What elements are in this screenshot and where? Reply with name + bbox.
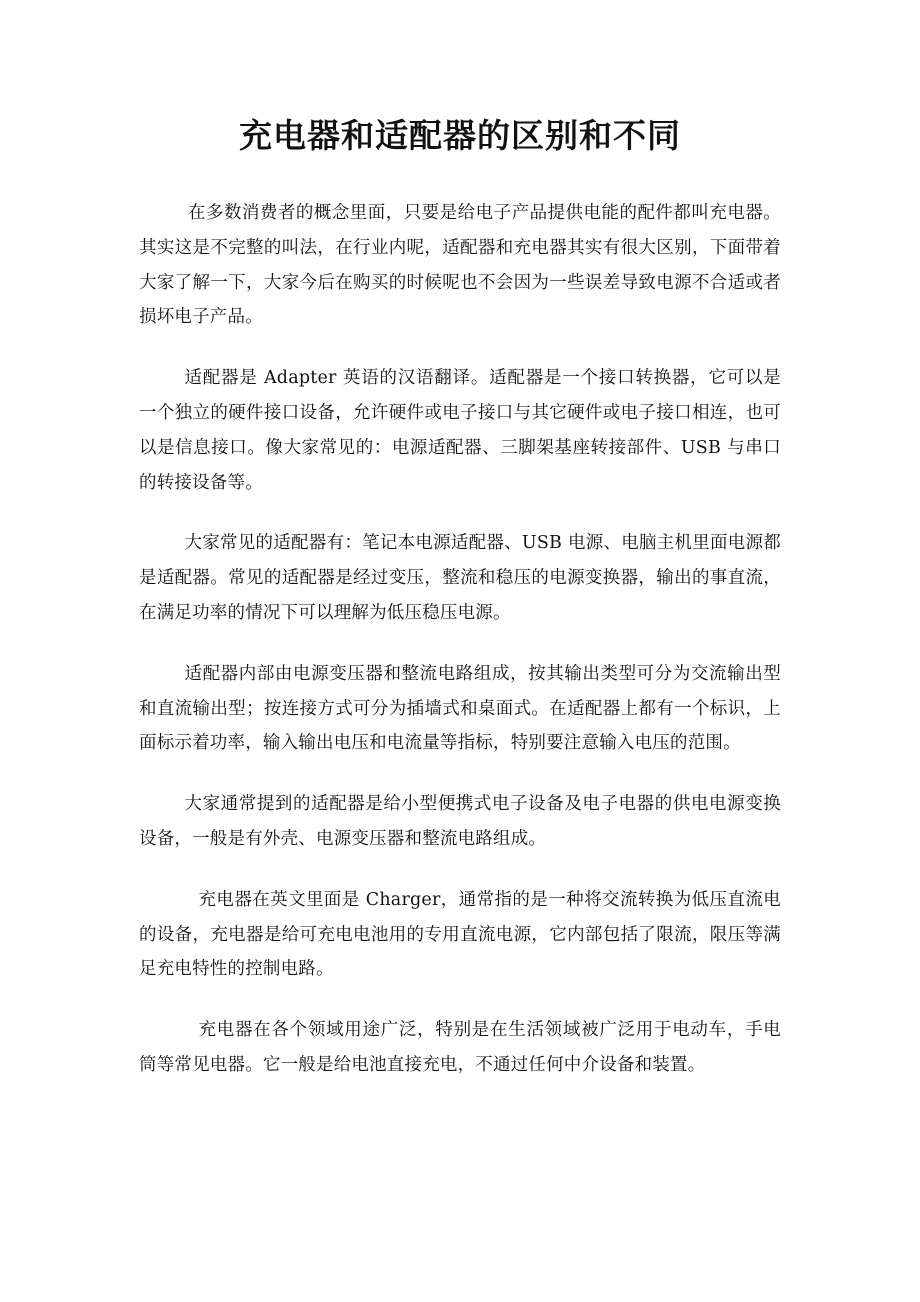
paragraph-adapter-structure: 适配器内部由电源变压器和整流电路组成，按其输出类型可分为交流输出型和直流输出型；按连接方式可分为插墙式和桌面式。在适配器上都有一个标识，上面标示着功率，输入输出电压和电流量等指标，特别要注意输入电压的范围。 xyxy=(139,663,781,754)
document-body xyxy=(139,196,781,1109)
document-title: 充电器和适配器的区别和不同 xyxy=(239,116,681,155)
paragraph-adapter-usage: 大家通常提到的适配器是给小型便携式电子设备及电子电器的供电电源变换设备，一般是有外壳、电源变压器和整流电路组成。 xyxy=(139,794,781,849)
paragraph-charger-definition: 充电器在英文里面是 Charger，通常指的是一种将交流转换为低压直流电的设备，充电器是给可充电电池用的专用直流电源，它内部包括了限流，限压等满足充电特性的控制电路。 xyxy=(139,889,781,980)
paragraph-intro: 在多数消费者的概念里面，只要是给电子产品提供电能的配件都叫充电器。其实这是不完整的叫法，在行业内呢，适配器和充电器其实有很大区别，下面带着大家了解一下，大家今后在购买的时候呢也不会因为一些误差导致电源不合适或者损坏电子产品。 xyxy=(139,203,781,328)
paragraph-charger-usage: 充电器在各个领域用途广泛，特别是在生活领域被广泛用于电动车，手电筒等常见电器。它一般是给电池直接充电，不通过任何中介设备和装置。 xyxy=(139,1020,781,1075)
paragraph-adapter-definition: 适配器是 Adapter 英语的汉语翻译。适配器是一个接口转换器，它可以是一个独立的硬件接口设备，允许硬件或电子接口与其它硬件或电子接口相连，也可以是信息接口。像大家常见的：电源适配器、三脚架基座转接部件、USB 与串口的转接设备等。 xyxy=(139,368,781,493)
paragraph-common-adapters: 大家常见的适配器有：笔记本电源适配器、USB 电源、电脑主机里面电源都是适配器。常见的适配器是经过变压，整流和稳压的电源变换器，输出的事直流，在满足功率的情况下可以理解为低压稳压电源。 xyxy=(139,533,781,623)
